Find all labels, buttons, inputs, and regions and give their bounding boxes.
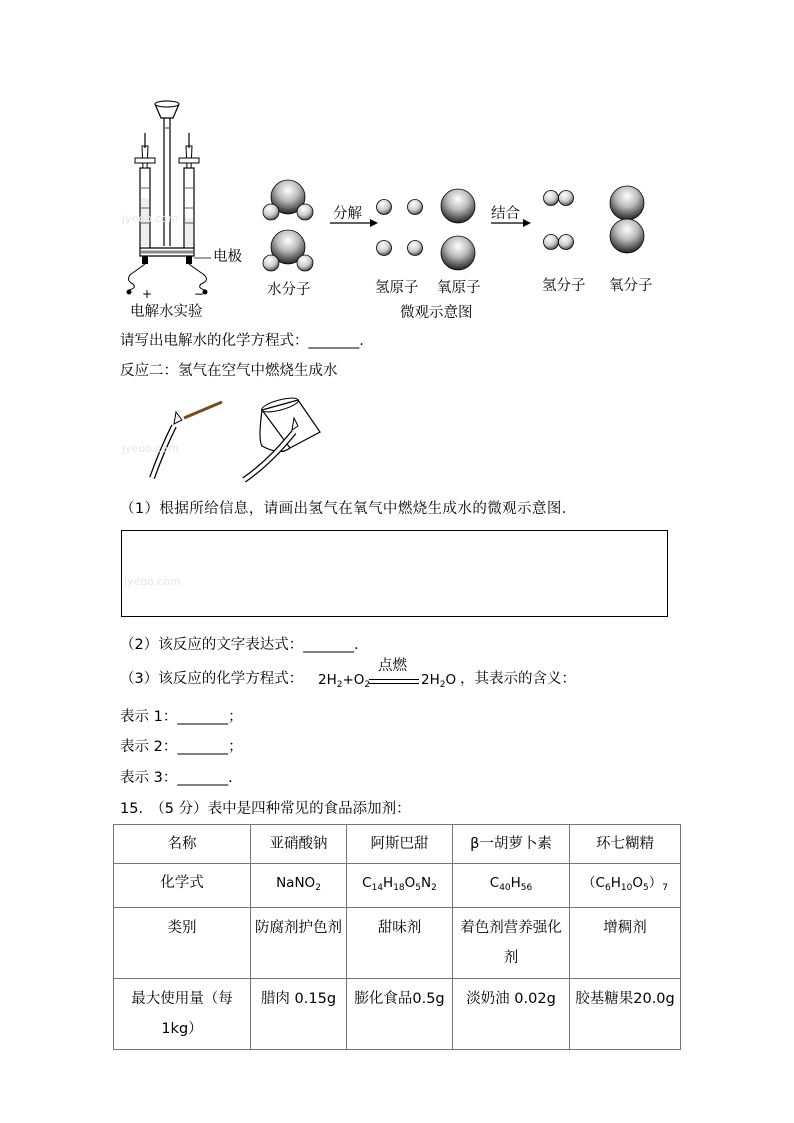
table-cell: 防腐剂护色剂 — [251, 908, 347, 979]
equation-condition: 点燃 — [378, 658, 407, 674]
table-row — [114, 979, 681, 1050]
table-row — [114, 825, 681, 864]
table-cell: 着色剂营养强化剂 — [453, 908, 570, 979]
table-cell: 名称 — [114, 825, 251, 864]
table-cell: 胶基糖果20.0g — [570, 979, 681, 1050]
table-cell: β一胡萝卜素 — [453, 825, 570, 864]
plus-sign: + — [142, 287, 153, 301]
watermark: jyeoo.com — [122, 442, 179, 455]
water-molecules-diagram — [255, 175, 675, 280]
table-cell: 化学式 — [114, 864, 251, 908]
micro-caption: 微观示意图 — [400, 305, 473, 321]
electrolysis-apparatus — [115, 98, 225, 303]
question-15-title: 15. （5 分）表中是四种常见的食品添加剂： — [120, 801, 411, 817]
hydrogen-atom-label: 氢原子 — [375, 280, 419, 296]
oxygen-molecule-label: 氧分子 — [609, 278, 653, 294]
table-cell: 类别 — [114, 908, 251, 979]
formula-cell: NaNO$_2$ — [251, 864, 347, 908]
formula-cell: $C_{14}H_{18}O_5N_2$ — [347, 864, 453, 908]
hydrogen-molecule-label: 氢分子 — [542, 278, 586, 294]
minus-sign: − — [194, 287, 205, 301]
question-2: （2）该反应的文字表达式：_______. — [120, 637, 359, 653]
hydrogen-burning-figure — [140, 390, 340, 490]
table-row — [114, 864, 681, 908]
meaning-1: 表示 1：_______； — [120, 709, 243, 725]
table-cell: 膨化食品0.5g — [347, 979, 453, 1050]
arrow1-label: 分解 — [333, 206, 362, 222]
equation-double-line — [369, 679, 419, 684]
oxygen-atom-label: 氧原子 — [437, 280, 481, 296]
table-cell: 甜味剂 — [347, 908, 453, 979]
watermark: jyeoo.com — [122, 212, 179, 225]
table-cell: 增稠剂 — [570, 908, 681, 979]
table-cell: 环七糊精 — [570, 825, 681, 864]
table-cell: 腊肉 0.15g — [251, 979, 347, 1050]
question-electrolysis: 请写出电解水的化学方程式：_______. — [120, 333, 364, 349]
watermark: jyeoo.com — [124, 575, 181, 588]
water-molecule-2 — [263, 230, 313, 271]
drawing-answer-box[interactable] — [121, 530, 668, 617]
table-cell: 亚硝酸钠 — [251, 825, 347, 864]
food-additives-table — [113, 824, 681, 1050]
question-3-suffix: ，其表示的含义： — [460, 671, 576, 687]
arrow2-label: 结合 — [491, 206, 520, 222]
equation-rhs: $2H_2O$ — [421, 672, 457, 690]
formula-cell: $(C_6H_{10}O_5)_7$ — [570, 864, 681, 908]
table-cell: 最大使用量（每1kg） — [114, 979, 251, 1050]
water-molecule-1 — [263, 180, 313, 220]
water-molecule-label: 水分子 — [267, 282, 311, 298]
table-row — [114, 908, 681, 979]
table-cell: 淡奶油 0.02g — [453, 979, 570, 1050]
question-1: （1）根据所给信息，请画出氢气在氧气中燃烧生成水的微观示意图． — [120, 501, 577, 517]
reaction-two: 反应二：氢气在空气中燃烧生成水 — [120, 363, 338, 379]
meaning-3: 表示 3：_______. — [120, 770, 233, 786]
caption-electrolysis: 电解水实验 — [130, 304, 203, 320]
meaning-2: 表示 2：_______； — [120, 739, 243, 755]
question-3-prefix: （3）该反应的化学方程式： — [120, 671, 304, 687]
electrode-label: 电极 — [213, 249, 242, 265]
table-cell: 阿斯巴甜 — [347, 825, 453, 864]
formula-cell: $C_{40}H_{56}$ — [453, 864, 570, 908]
equation-lhs: $2H_2+O_2$ — [318, 672, 371, 690]
